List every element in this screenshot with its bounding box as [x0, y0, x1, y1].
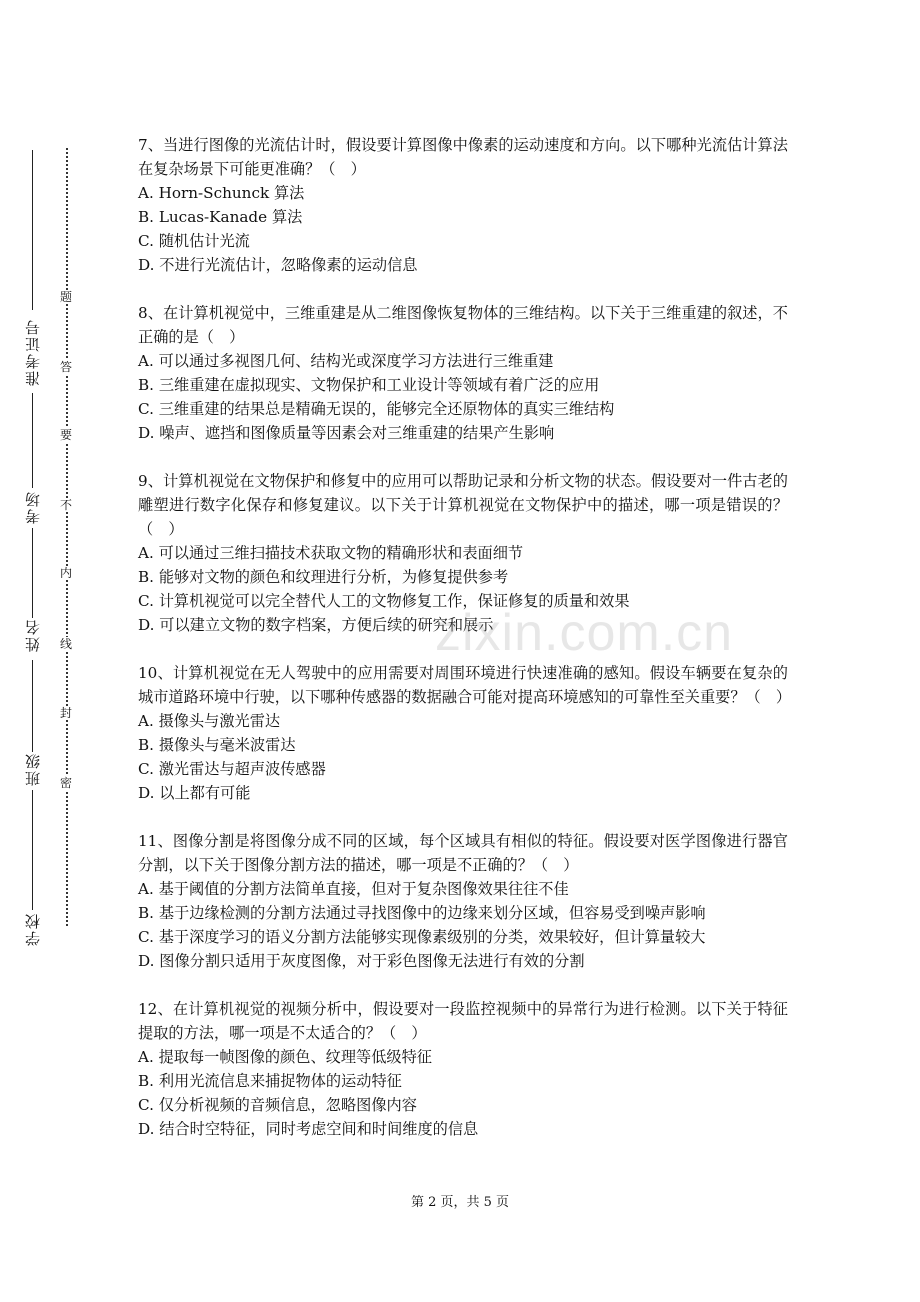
seal-dotted-line: [66, 148, 68, 926]
question-stem: 7、当进行图像的光流估计时，假设要计算图像中像素的运动速度和方向。以下哪种光流估计算法在复杂场景下可能更准确？（ ）: [138, 136, 788, 178]
option-a: A. Horn-Schunck 算法: [138, 184, 305, 202]
question-stem: 11、图像分割是将图像分成不同的区域，每个区域具有相似的特征。假设要对医学图像进行器官分割，以下关于图像分割方法的描述，哪一项是不正确的？（ ）: [138, 832, 788, 874]
option-d: D. 图像分割只适用于灰度图像，对于彩色图像无法进行有效的分割: [138, 952, 585, 970]
option-c: C. 激光雷达与超声波传感器: [138, 760, 326, 778]
field-line-name: [32, 528, 33, 618]
seal-word: 答: [59, 360, 72, 374]
exam-number-label: 准考证号: [24, 318, 42, 386]
watermark: zixin.com.cn: [435, 604, 734, 662]
question-stem: 12、在计算机视觉的视频分析中，假设要对一段监控视频中的异常行为进行检测。以下关于特征提取的方法，哪一项是不太适合的？（ ）: [138, 1000, 788, 1042]
question-stem: 9、计算机视觉在文物保护和修复中的应用可以帮助记录和分析文物的状态。假设要对一件古老的雕塑进行数字化保存和修复建议。以下关于计算机视觉在文物保护中的描述，哪一项是错误的？（ ）: [138, 472, 788, 538]
school-label: 学校: [24, 912, 42, 946]
option-c: C. 计算机视觉可以完全替代人工的文物修复工作，保证修复的质量和效果: [138, 592, 630, 610]
seal-word: 题: [59, 290, 72, 304]
seal-word: 封: [59, 706, 72, 720]
option-b: B. 利用光流信息来捕捉物体的运动特征: [138, 1072, 402, 1090]
question-12: [138, 997, 788, 1141]
option-a: A. 可以通过三维扫描技术获取文物的精确形状和表面细节: [138, 544, 524, 562]
option-c: C. 基于深度学习的语义分割方法能够实现像素级别的分类，效果较好，但计算量较大: [138, 928, 706, 946]
seal-word: 线: [59, 637, 72, 651]
option-c: C. 随机估计光流: [138, 232, 250, 250]
exam-room-label: 考场: [24, 490, 42, 524]
option-b: B. 基于边缘检测的分割方法通过寻找图像中的边缘来划分区域，但容易受到噪声影响: [138, 904, 706, 922]
field-line-class: [32, 660, 33, 752]
option-c: C. 仅分析视频的音频信息，忽略图像内容: [138, 1096, 417, 1114]
question-stem: 10、计算机视觉在无人驾驶中的应用需要对周围环境进行快速准确的感知。假设车辆要在复杂的城市道路环境中行驶，以下哪种传感器的数据融合可能对提高环境感知的可靠性至关重要？（ ）: [138, 664, 792, 706]
option-c: C. 三维重建的结果总是精确无误的，能够完全还原物体的真实三维结构: [138, 400, 615, 418]
option-a: A. 可以通过多视图几何、结构光或深度学习方法进行三维重建: [138, 352, 554, 370]
seal-word: 密: [59, 776, 72, 790]
option-d: D. 噪声、遮挡和图像质量等因素会对三维重建的结果产生影响: [138, 424, 555, 442]
option-a: A. 摄像头与激光雷达: [138, 712, 281, 730]
question-stem: 8、在计算机视觉中，三维重建是从二维图像恢复物体的三维结构。以下关于三维重建的叙述，不正确的是（ ）: [138, 304, 788, 346]
page-number: 第 2 页，共 5 页: [410, 1195, 510, 1210]
option-d: D. 以上都有可能: [138, 784, 251, 802]
field-line-exam-room: [32, 393, 33, 488]
option-b: B. 摄像头与毫米波雷达: [138, 736, 296, 754]
question-11: [138, 829, 788, 973]
option-a: A. 基于阈值的分割方法简单直接，但对于复杂图像效果往往不佳: [138, 880, 569, 898]
option-b: B. 能够对文物的颜色和纹理进行分析，为修复提供参考: [138, 568, 509, 586]
option-d: D. 不进行光流估计，忽略像素的运动信息: [138, 256, 418, 274]
question-8: [138, 301, 788, 445]
field-line-exam-number: [32, 150, 33, 310]
field-line-school: [32, 790, 33, 910]
question-7: [138, 133, 788, 277]
class-label: 班级: [24, 752, 42, 786]
option-d: D. 可以建立文物的数字档案，方便后续的研究和展示: [138, 616, 494, 634]
seal-word: 要: [59, 428, 72, 442]
option-d: D. 结合时空特征，同时考虑空间和时间维度的信息: [138, 1120, 479, 1138]
option-a: A. 提取每一帧图像的颜色、纹理等低级特征: [138, 1048, 432, 1066]
binding-margin: [0, 0, 90, 1302]
seal-word: 不: [59, 498, 72, 512]
question-10: [138, 661, 792, 805]
option-b: B. 三维重建在虚拟现实、文物保护和工业设计等领域有着广泛的应用: [138, 376, 600, 394]
seal-word: 内: [59, 566, 72, 580]
option-b: B. Lucas-Kanade 算法: [138, 208, 303, 226]
name-label: 姓名: [24, 618, 42, 652]
